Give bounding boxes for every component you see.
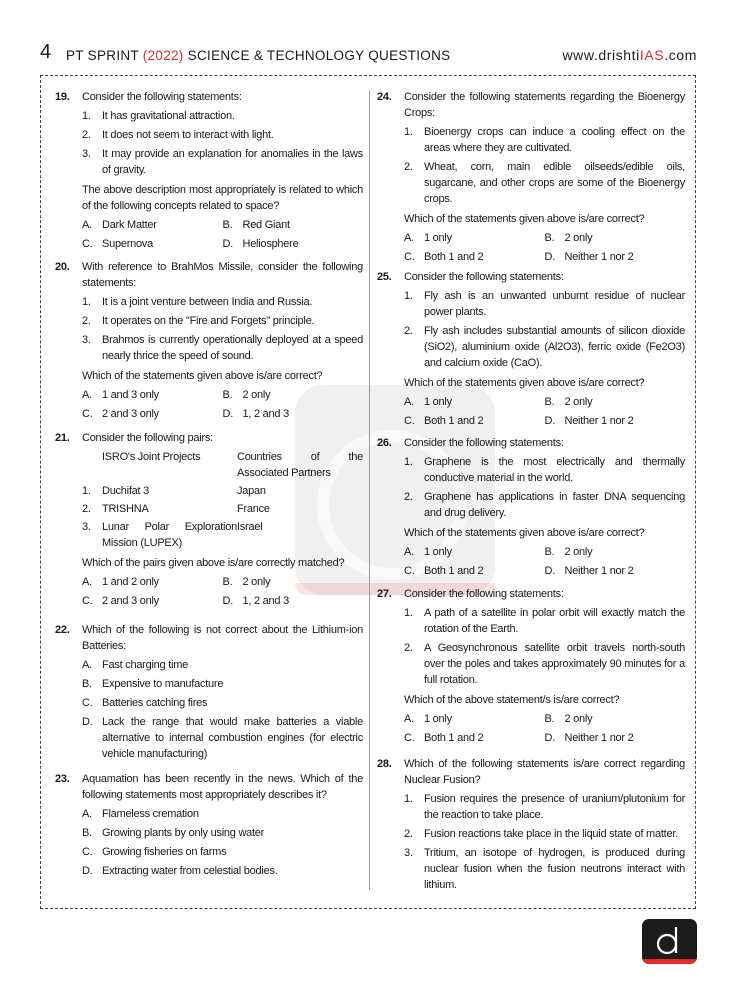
- option-text: 2 only: [564, 232, 593, 244]
- question-number: 19.: [55, 91, 70, 103]
- statement-number: 3.: [404, 847, 413, 859]
- pair-number: 1.: [82, 485, 91, 497]
- question-body: [82, 622, 363, 765]
- statement-text: It has gravitational attraction.: [102, 110, 235, 122]
- statement-text: Brahmos is currently operationally deployed at a speed nearly thrice the speed of sound.: [102, 334, 363, 362]
- question-body: [82, 89, 363, 255]
- option-letter: A.: [82, 659, 92, 671]
- option-b[interactable]: [223, 574, 364, 590]
- question-stem: Which of the following is not correct about the Lithium-ion Batteries:: [82, 624, 363, 652]
- option-text: Flameless cremation: [102, 808, 199, 820]
- statement-number: 1.: [404, 290, 413, 302]
- option-text: 2 and 3 only: [102, 408, 159, 420]
- statement-number: 2.: [404, 325, 413, 337]
- title-text: PT SPRINT: [66, 48, 143, 63]
- question-28: [377, 756, 685, 893]
- statement-number: 2.: [82, 315, 91, 327]
- pairs-header-col1: ISRO's Joint Projects: [102, 451, 201, 463]
- statement-text: A path of a satellite in polar orbit will exactly match the rotation of the Earth.: [424, 607, 685, 635]
- option-a[interactable]: [404, 230, 545, 246]
- question-number: 23.: [55, 773, 70, 785]
- option-text: Lack the range that would make batteries a viable alternative to internal combustion engines (for electric vehicle manufacturing): [102, 716, 363, 760]
- question-stem: Consider the following statements:: [404, 588, 564, 600]
- statement-text: A Geosynchronous satellite orbit travels north-south over the poles and takes approximately 90 minutes for a full rotation.: [424, 642, 685, 686]
- question-body: [82, 771, 363, 882]
- statement-number: 3.: [82, 334, 91, 346]
- pairs-row: [82, 501, 363, 517]
- statement-text: Graphene has applications in faster DNA sequencing and drug delivery.: [424, 491, 685, 519]
- question-25: [377, 269, 685, 432]
- options: [404, 711, 685, 749]
- option-letter: B.: [544, 396, 555, 408]
- option-c[interactable]: [404, 730, 545, 746]
- statement: [82, 108, 363, 124]
- option-letter: B.: [544, 546, 555, 558]
- options: [82, 806, 363, 882]
- title-text: SCIENCE & TECHNOLOGY QUESTIONS: [183, 48, 451, 63]
- options: [404, 230, 685, 268]
- option-letter: D.: [222, 595, 233, 607]
- option-c[interactable]: [82, 236, 223, 252]
- option-letter: B.: [544, 232, 555, 244]
- pairs-header-col2: Countries of the Associated Partners: [237, 451, 363, 479]
- site-url[interactable]: [562, 47, 697, 63]
- option-text: 1 only: [424, 396, 452, 408]
- option-letter: C.: [404, 565, 415, 577]
- option-text: 2 only: [242, 389, 271, 401]
- question-body: [404, 586, 685, 749]
- option-letter: B.: [82, 678, 92, 690]
- option-text: Red Giant: [242, 219, 290, 231]
- question-body: [82, 259, 363, 425]
- option-text: 1 only: [424, 546, 452, 558]
- option-text: 1 and 2 only: [102, 576, 159, 588]
- option-text: Both 1 and 2: [424, 732, 484, 744]
- option-a[interactable]: [404, 711, 545, 727]
- statement-text: Wheat, corn, main edible oilseeds/edible oils, sugarcane, and other crops are some of the Bioenergy crops.: [424, 161, 685, 205]
- question-stem: With reference to BrahMos Missile, consider the following statements:: [82, 261, 363, 289]
- option-text: 1, 2 and 3: [242, 408, 289, 420]
- question-19: [55, 89, 363, 255]
- pair-project: Duchifat 3: [102, 485, 150, 497]
- question-stem: Consider the following statements:: [82, 91, 242, 103]
- statement-text: It does not seem to interact with light.: [102, 129, 274, 141]
- question-stem: Consider the following statements:: [404, 437, 564, 449]
- statement-text: Bioenergy crops can induce a cooling effect on the areas where they are cultivated.: [424, 126, 685, 154]
- statement-number: 2.: [82, 129, 91, 141]
- pair-item: [82, 519, 237, 551]
- site-brand: IAS: [639, 47, 665, 63]
- option-d[interactable]: [223, 593, 364, 609]
- option-d[interactable]: [82, 863, 363, 879]
- option-letter: D.: [82, 716, 93, 728]
- statement: [404, 826, 685, 842]
- option-a[interactable]: [82, 217, 223, 233]
- option-a[interactable]: [82, 574, 223, 590]
- pair-country: Japan: [237, 485, 266, 497]
- option-text: Dark Matter: [102, 219, 157, 231]
- option-text: Neither 1 nor 2: [564, 732, 634, 744]
- option-letter: D.: [82, 865, 93, 877]
- option-text: 2 only: [564, 546, 593, 558]
- drishti-d-icon: [642, 919, 697, 964]
- option-a[interactable]: [82, 806, 363, 822]
- option-text: 1 and 3 only: [102, 389, 159, 401]
- question-body: [404, 269, 685, 432]
- option-letter: A.: [404, 396, 414, 408]
- option-letter: B.: [82, 827, 92, 839]
- statement-text: Tritium, an isotope of hydrogen, is produced during nuclear fusion when the fusion neutrons interact with lithium.: [424, 847, 685, 891]
- option-b[interactable]: [223, 387, 364, 403]
- option-d[interactable]: [223, 236, 364, 252]
- option-a[interactable]: [82, 387, 223, 403]
- option-d[interactable]: [82, 714, 363, 762]
- page-header: [40, 41, 697, 66]
- question-26: [377, 435, 685, 582]
- option-text: 1 only: [424, 713, 452, 725]
- question-number: 24.: [377, 91, 392, 103]
- statement: [404, 454, 685, 486]
- pair-project: TRISHNA: [102, 503, 149, 515]
- option-letter: D.: [222, 238, 233, 250]
- question-stem: Consider the following pairs:: [82, 432, 213, 444]
- option-c[interactable]: [404, 563, 545, 579]
- statement-number: 2.: [404, 642, 413, 654]
- option-text: 2 and 3 only: [102, 595, 159, 607]
- question-number: 27.: [377, 588, 392, 600]
- statement-number: 1.: [82, 296, 91, 308]
- option-b[interactable]: [82, 825, 363, 841]
- option-text: 2 only: [564, 396, 593, 408]
- pairs-row: [82, 483, 363, 499]
- option-c[interactable]: [82, 406, 223, 422]
- statement-text: Graphene is the most electrically and thermally conductive material in the world.: [424, 456, 685, 484]
- option-text: Both 1 and 2: [424, 415, 484, 427]
- option-text: Growing fisheries on farms: [102, 846, 227, 858]
- option-letter: A.: [82, 389, 92, 401]
- options: [82, 387, 363, 425]
- statement-number: 2.: [404, 828, 413, 840]
- option-letter: C.: [82, 697, 93, 709]
- statement-text: It operates on the "Fire and Forgets" principle.: [102, 315, 315, 327]
- pairs-table: [82, 449, 363, 551]
- question-27: [377, 586, 685, 749]
- question-body: [404, 89, 685, 268]
- pairs-row: [82, 519, 363, 551]
- options: [82, 657, 363, 765]
- question-stem: Which of the following statements is/are correct regarding Nuclear Fusion?: [404, 758, 685, 786]
- option-b[interactable]: [545, 394, 686, 410]
- option-b[interactable]: [223, 217, 364, 233]
- option-letter: D.: [222, 408, 233, 420]
- option-letter: C.: [404, 251, 415, 263]
- options: [404, 394, 685, 432]
- option-b[interactable]: [545, 230, 686, 246]
- option-letter: A.: [404, 713, 414, 725]
- question-body: [404, 756, 685, 893]
- column-divider: [369, 90, 370, 890]
- question-number: 26.: [377, 437, 392, 449]
- pair-item: [82, 501, 237, 517]
- option-text: Both 1 and 2: [424, 565, 484, 577]
- question-21: [55, 430, 363, 612]
- option-text: Heliosphere: [242, 238, 299, 250]
- option-b[interactable]: [545, 711, 686, 727]
- option-text: Neither 1 nor 2: [564, 415, 634, 427]
- question-number: 20.: [55, 261, 70, 273]
- question-prompt: Which of the statements given above is/are correct?: [82, 370, 323, 382]
- title-year: (2022): [142, 48, 184, 63]
- question-prompt: Which of the pairs given above is/are correctly matched?: [82, 557, 345, 569]
- drishti-logo: [642, 919, 697, 964]
- option-text: 1, 2 and 3: [242, 595, 289, 607]
- statement: [82, 313, 363, 329]
- statement-text: Fly ash is an unwanted unburnt residue of nuclear power plants.: [424, 290, 685, 318]
- statement-number: 1.: [404, 456, 413, 468]
- statement-text: It may provide an explanation for anomalies in the laws of gravity.: [102, 148, 363, 176]
- question-number: 22.: [55, 624, 70, 636]
- options: [82, 217, 363, 255]
- question-prompt: Which of the statements given above is/are correct?: [404, 213, 645, 225]
- option-d[interactable]: [545, 413, 686, 429]
- option-letter: C.: [404, 415, 415, 427]
- option-c[interactable]: [82, 695, 363, 711]
- pair-country: Israel: [237, 521, 263, 533]
- statement: [404, 791, 685, 823]
- option-a[interactable]: [404, 544, 545, 560]
- option-text: Fast charging time: [102, 659, 188, 671]
- option-text: Expensive to manufacture: [102, 678, 224, 690]
- statement-number: 1.: [404, 126, 413, 138]
- statement: [404, 124, 685, 156]
- option-text: Both 1 and 2: [424, 251, 484, 263]
- option-letter: C.: [82, 595, 93, 607]
- question-prompt: Which of the statements given above is/are correct?: [404, 377, 645, 389]
- question-stem: Consider the following statements:: [404, 271, 564, 283]
- question-prompt: The above description most appropriately is related to which of the following concepts related to space?: [82, 184, 363, 212]
- site-text: www.drishti: [562, 47, 640, 63]
- statement-number: 1.: [82, 110, 91, 122]
- option-letter: C.: [404, 732, 415, 744]
- question-20: [55, 259, 363, 425]
- option-b[interactable]: [82, 676, 363, 692]
- question-prompt: Which of the above statement/s is/are correct?: [404, 694, 620, 706]
- statement: [82, 294, 363, 310]
- option-letter: B.: [544, 713, 555, 725]
- option-text: 2 only: [564, 713, 593, 725]
- pair-item: [82, 483, 237, 499]
- option-text: Neither 1 nor 2: [564, 251, 634, 263]
- statement: [404, 288, 685, 320]
- option-text: 2 only: [242, 576, 271, 588]
- option-letter: A.: [82, 219, 92, 231]
- option-letter: A.: [404, 232, 414, 244]
- option-letter: D.: [544, 415, 555, 427]
- option-text: Supernova: [102, 238, 153, 250]
- statement: [404, 489, 685, 521]
- option-letter: A.: [82, 576, 92, 588]
- question-stem: Consider the following statements regarding the Bioenergy Crops:: [404, 91, 685, 119]
- option-letter: D.: [544, 565, 555, 577]
- statement-number: 2.: [404, 161, 413, 173]
- statement-number: 2.: [404, 491, 413, 503]
- pair-number: 3.: [82, 521, 91, 533]
- statement: [404, 605, 685, 637]
- statement: [82, 332, 363, 364]
- pair-project: Lunar Polar Exploration Mission (LUPEX): [102, 521, 237, 549]
- option-letter: D.: [544, 251, 555, 263]
- statement-text: Fusion reactions take place in the liquid state of matter.: [424, 828, 678, 840]
- statement-text: Fly ash includes substantial amounts of silicon dioxide (SiO2), aluminium oxide (Al2O3), ferric oxide (Fe2O3) and calcium oxide (CaO).: [424, 325, 685, 369]
- header-title: [66, 48, 450, 63]
- option-text: Extracting water from celestial bodies.: [102, 865, 278, 877]
- question-body: [82, 430, 363, 612]
- question-22: [55, 622, 363, 765]
- statement-number: 1.: [404, 607, 413, 619]
- option-a[interactable]: [404, 394, 545, 410]
- question-number: 28.: [377, 758, 392, 770]
- question-23: [55, 771, 363, 882]
- statement: [404, 845, 685, 893]
- option-letter: A.: [404, 546, 414, 558]
- pair-country: France: [237, 503, 270, 515]
- option-d[interactable]: [223, 406, 364, 422]
- option-b[interactable]: [545, 544, 686, 560]
- option-text: Batteries catching fires: [102, 697, 208, 709]
- page-number: 4: [40, 41, 52, 63]
- option-letter: D.: [544, 732, 555, 744]
- options: [82, 574, 363, 612]
- statement-text: Fusion requires the presence of uranium/plutonium for the reaction to take place.: [424, 793, 685, 821]
- question-prompt: Which of the statements given above is/are correct?: [404, 527, 645, 539]
- statement-number: 3.: [82, 148, 91, 160]
- option-text: Neither 1 nor 2: [564, 565, 634, 577]
- option-letter: C.: [82, 238, 93, 250]
- option-text: Growing plants by only using water: [102, 827, 265, 839]
- option-a[interactable]: [82, 657, 363, 673]
- statement: [82, 146, 363, 178]
- statement-text: It is a joint venture between India and Russia.: [102, 296, 313, 308]
- option-d[interactable]: [545, 249, 686, 265]
- question-stem: Aquamation has been recently in the news. Which of the following statements most appropriately describes it?: [82, 773, 363, 801]
- option-letter: B.: [222, 576, 233, 588]
- question-number: 21.: [55, 432, 70, 444]
- option-text: 1 only: [424, 232, 452, 244]
- option-c[interactable]: [404, 413, 545, 429]
- option-c[interactable]: [82, 844, 363, 860]
- option-letter: B.: [222, 389, 233, 401]
- question-number: 25.: [377, 271, 392, 283]
- statement: [404, 159, 685, 207]
- option-letter: B.: [222, 219, 233, 231]
- statement: [82, 127, 363, 143]
- question-24: [377, 89, 685, 268]
- option-letter: A.: [82, 808, 92, 820]
- option-d[interactable]: [545, 730, 686, 746]
- statement-number: 1.: [404, 793, 413, 805]
- option-letter: C.: [82, 408, 93, 420]
- option-c[interactable]: [404, 249, 545, 265]
- option-d[interactable]: [545, 563, 686, 579]
- site-text: .com: [664, 47, 697, 63]
- question-body: [404, 435, 685, 582]
- statement: [404, 323, 685, 371]
- options: [404, 544, 685, 582]
- option-c[interactable]: [82, 593, 223, 609]
- statement: [404, 640, 685, 688]
- option-letter: C.: [82, 846, 93, 858]
- pair-number: 2.: [82, 503, 91, 515]
- pairs-header: [82, 449, 363, 481]
